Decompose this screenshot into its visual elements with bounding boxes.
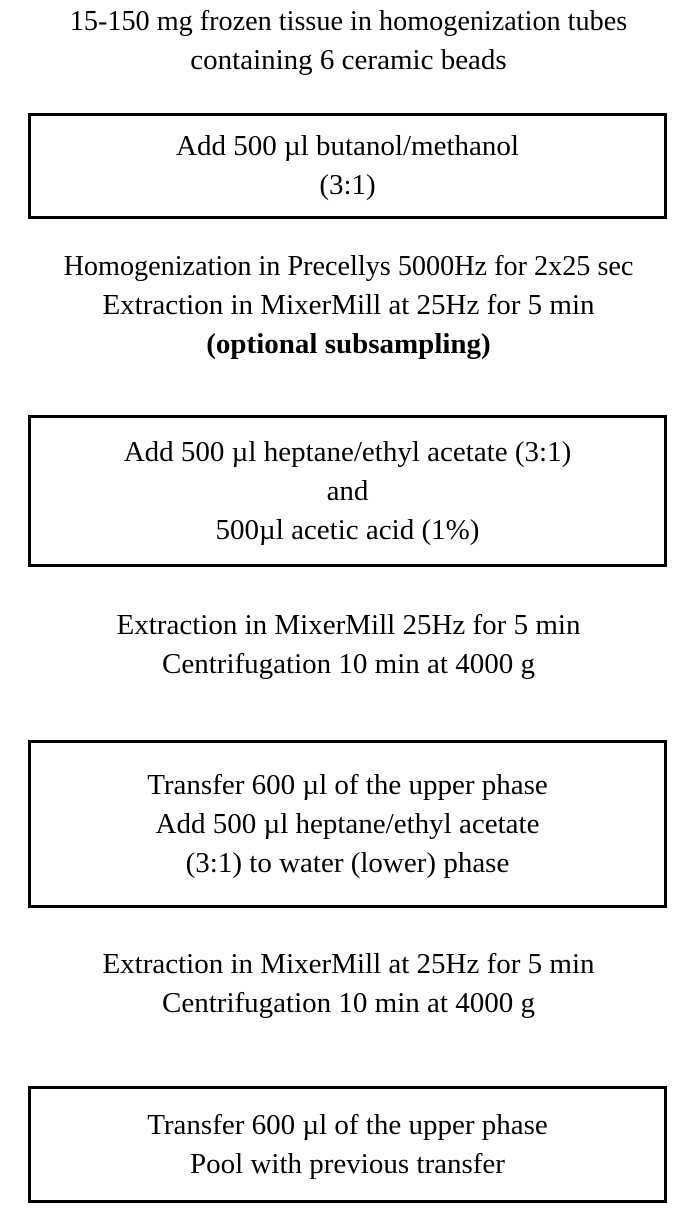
step-line: Centrifugation 10 min at 4000 g [162,648,535,680]
step-line: 500µl acetic acid (1%) [215,513,480,546]
step-line: Add 500 µl heptane/ethyl acetate [155,807,540,840]
step-line: and [326,474,369,507]
step-add-butanol-methanol [28,113,667,219]
step-line: Homogenization in Precellys 5000Hz for 2x25 sec [63,251,634,282]
step-homogenization-extraction [0,247,697,364]
step-line: Transfer 600 µl of the upper phase [147,768,548,801]
step-transfer-upper-phase-1 [28,740,667,908]
step-line: Transfer 600 µl of the upper phase [147,1108,548,1141]
step-line: (3:1) to water (lower) phase [185,846,510,879]
step-line: Pool with previous transfer [190,1147,505,1180]
step-line: Add 500 µl butanol/methanol [176,130,519,162]
step-add-heptane-ethyl-acetate [28,415,667,567]
step-line: containing 6 ceramic beads [190,44,507,76]
step-line-optional-subsampling: (optional subsampling) [206,328,491,360]
step-transfer-upper-phase-2 [28,1086,667,1203]
step-line: 15-150 mg frozen tissue in homogenization tubes [69,6,628,37]
step-extraction-centrifugation-2 [0,945,697,1023]
step-line: Extraction in MixerMill at 25Hz for 5 min [102,948,595,980]
step-line: Add 500 µl heptane/ethyl acetate (3:1) [123,435,572,468]
step-line: Extraction in MixerMill at 25Hz for 5 min [102,289,595,321]
step-line: (3:1) [319,169,376,201]
step-line: Centrifugation 10 min at 4000 g [162,987,535,1019]
step-sample-input [0,2,697,80]
step-extraction-centrifugation-1 [0,606,697,684]
step-line: Extraction in MixerMill 25Hz for 5 min [116,609,581,641]
